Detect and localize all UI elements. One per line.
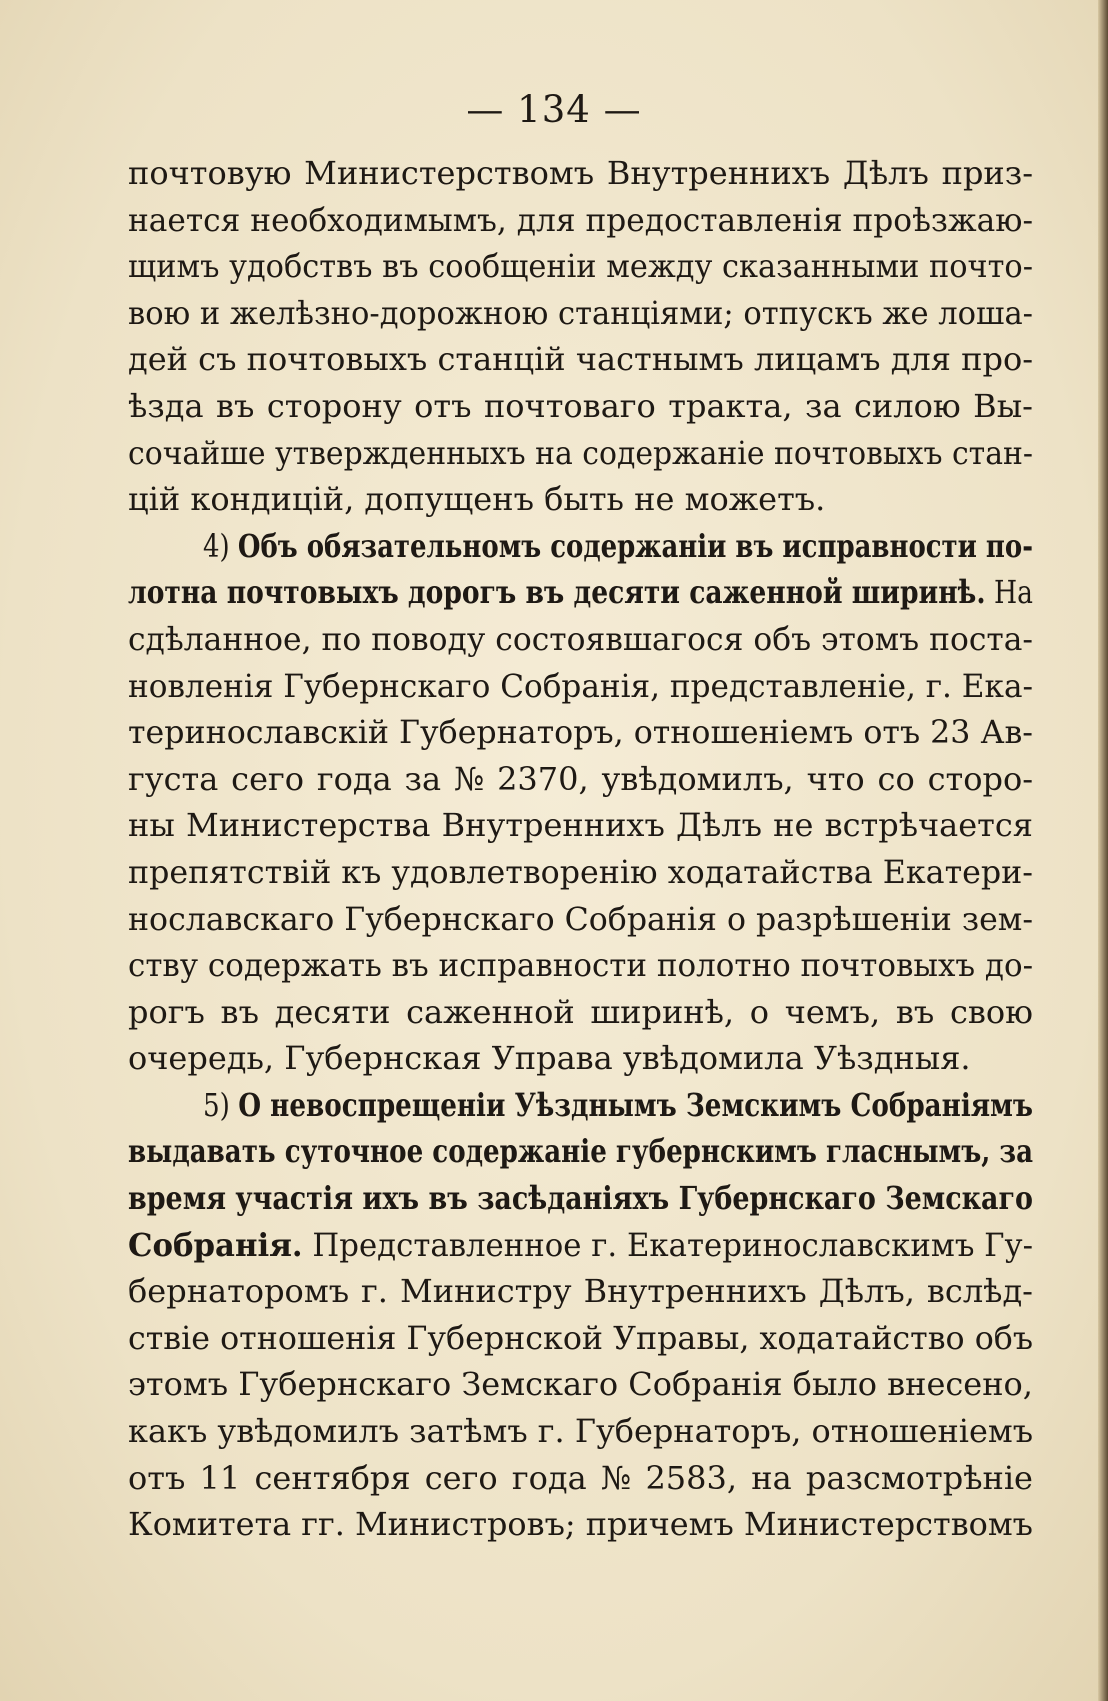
text-line: нославскаго Губернскаго Собранія о разрѣшеніи зем- (128, 899, 1034, 938)
page-edge-shadow (1098, 0, 1108, 1701)
text-line: очередь, Губернская Управа увѣдомила Уѣздныя. (128, 1039, 971, 1078)
text-line: какъ увѣдомилъ затѣмъ г. Губернаторъ, отношеніемъ (128, 1412, 1034, 1451)
body-text (128, 150, 1033, 1548)
text-line: новленія Губернскаго Собранія, представленіе, г. Ека- (128, 666, 1033, 705)
paragraph-heading-line: 5) О невоспрещеніи Уѣзднымъ Земскимъ Собраніямъ (203, 1085, 1033, 1124)
text-line: сдѣланное, по поводу состоявшагося объ этомъ поста- (128, 619, 1034, 658)
text-line: почтовую Министерствомъ Внутреннихъ Дѣлъ приз- (128, 154, 1034, 192)
text-line: ѣзда въ сторону отъ почтоваго тракта, за силою Вы- (128, 386, 1033, 425)
text-line: бернаторомъ г. Министру Внутреннихъ Дѣлъ, вслѣд- (128, 1272, 1033, 1311)
text-line: дей съ почтовыхъ станцій частнымъ лицамъ для про- (128, 340, 1034, 379)
text-line: ны Министерства Внутреннихъ Дѣлъ не встрѣчается (128, 806, 1033, 845)
paragraph-heading-line: лотна почтовыхъ дорогъ въ десяти саженной ширинѣ. На (128, 573, 1033, 612)
text-line: этомъ Губернскаго Земскаго Собранія было внесено, (128, 1365, 1033, 1404)
paragraph-heading-line: 4) Объ обязательномъ содержаніи въ исправности по- (203, 526, 1033, 565)
text-line: вою и желѣзно-дорожною станціями; отпускъ же лоша- (128, 293, 1033, 332)
text-line: ствіе отношенія Губернской Управы, ходатайство объ (128, 1318, 1034, 1357)
page-number: — 134 — (466, 88, 642, 131)
text-line: щимъ удобствъ въ сообщеніи между сказанными почто- (128, 247, 1033, 286)
text-line: Комитета гг. Министровъ; причемъ Министерствомъ (128, 1505, 1033, 1544)
text-line: цій кондицій, допущенъ быть не можетъ. (128, 480, 826, 519)
text-line: препятствій къ удовлетворенію ходатайства Екатери- (128, 852, 1033, 891)
text-line: сочайше утвержденныхъ на содержаніе почтовыхъ стан- (128, 433, 1033, 472)
paragraph-heading-line: Собранія. Представленное г. Екатеринославскимъ Гу- (128, 1225, 1034, 1264)
text-line: рогъ въ десяти саженной ширинѣ, о чемъ, въ свою (128, 992, 1034, 1031)
text-line: густа сего года за № 2370, увѣдомилъ, что со сторо- (128, 759, 1034, 798)
text-line: отъ 11 сентября сего года № 2583, на разсмотрѣніе (128, 1458, 1033, 1497)
text-line: нается необходимымъ, для предоставленія проѣзжаю- (128, 200, 1034, 239)
paragraph-heading-line: выдавать суточное содержаніе губернскимъ гласнымъ, за (128, 1132, 1034, 1171)
paragraph-heading-line: время участія ихъ въ засѣданіяхъ Губернскаго Земскаго (128, 1179, 1033, 1218)
text-line: ству содержать въ исправности полотно почтовыхъ до- (128, 946, 1034, 985)
text-line: теринославскій Губернаторъ, отношеніемъ отъ 23 Ав- (128, 713, 1033, 752)
